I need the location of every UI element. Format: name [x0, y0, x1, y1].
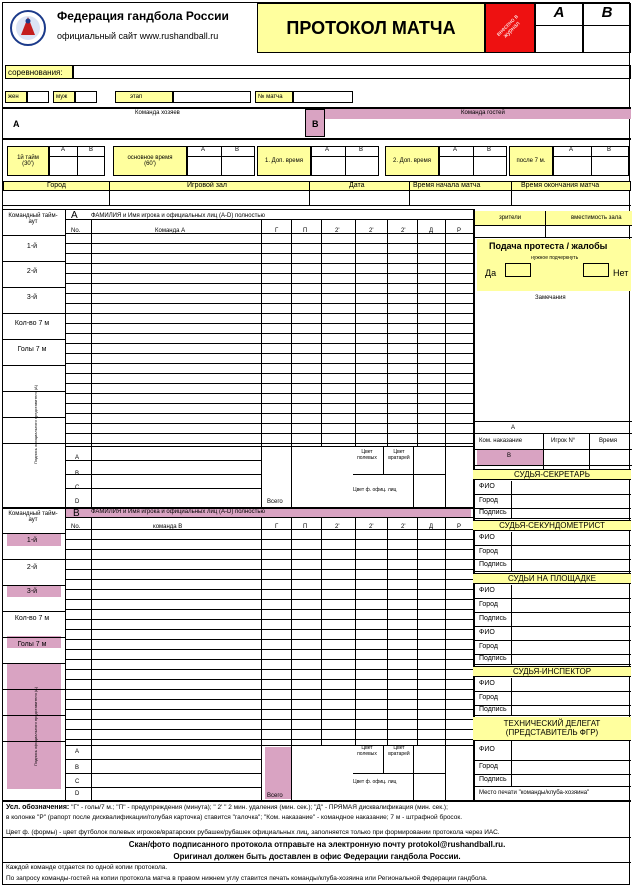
grid-line — [65, 539, 473, 540]
remarks-label: Замечания — [535, 295, 566, 301]
grid-line — [91, 446, 92, 507]
grid-line — [65, 243, 473, 244]
sign-rep-a: Подпись официального представителя (A) — [33, 384, 38, 464]
official-a-a: A — [75, 455, 80, 461]
team-a-col: Команда A — [155, 228, 186, 234]
grid-line — [65, 363, 473, 364]
color-field-b: Цвет полевых — [357, 745, 377, 757]
grid-line — [65, 559, 473, 560]
court-judges-header: СУДЬИ НА ПЛОЩАДКЕ — [473, 573, 631, 584]
delegate-city[interactable]: Город — [473, 761, 631, 775]
timekeeper-sign[interactable]: Подпись — [473, 560, 631, 572]
grid-line — [65, 619, 473, 620]
color-off-b: Цвет ф. офиц. лиц — [353, 779, 397, 785]
grid-line — [65, 549, 473, 550]
email-instruction: Скан/фото подписанного протокола отправьте на электронную почту protokol@rushandball.ru. — [128, 840, 506, 849]
protest-title: Подача протеста / жалобы — [489, 241, 608, 251]
grid-line — [291, 219, 292, 446]
grid-line — [387, 219, 388, 446]
col-g-a: Г — [275, 228, 279, 234]
grid-line — [65, 739, 473, 740]
grid-line — [417, 219, 418, 446]
grid-line — [413, 446, 414, 507]
grid-line — [261, 745, 262, 800]
grid-line — [355, 219, 356, 446]
color-gk-b: Цвет вратарей — [388, 745, 410, 757]
seven-goals-b[interactable]: Голы 7 м — [17, 641, 47, 648]
grid-line — [387, 517, 388, 745]
no-checkbox[interactable] — [583, 263, 609, 277]
grid-line — [65, 579, 473, 580]
grid-line — [65, 745, 473, 746]
grid-line — [3, 391, 65, 392]
grid-line — [91, 219, 92, 446]
site-link[interactable]: официальный сайт www.rushandball.ru — [57, 31, 219, 41]
grid-line — [291, 745, 292, 800]
col-d-b: Д — [429, 524, 434, 530]
judge1-fio[interactable]: ФИО — [473, 585, 631, 599]
col-p-a: П — [303, 228, 308, 234]
remarks-area[interactable] — [477, 305, 631, 421]
grid-line — [3, 611, 65, 612]
grid-line — [65, 517, 473, 518]
no-header-b: No. — [71, 524, 81, 530]
protocol-title: ПРОТОКОЛ МАТЧА — [257, 3, 485, 53]
delegate-header: ТЕХНИЧЕСКИЙ ДЕЛЕГАТ (ПРЕДСТАВИТЕЛЬ ФГР) — [473, 717, 631, 741]
grid-line — [261, 219, 262, 446]
grid-line — [65, 413, 473, 414]
inspector-header: СУДЬЯ-ИНСПЕКТОР — [473, 666, 631, 677]
score-a-box[interactable]: A — [535, 3, 583, 53]
timeout-3-b[interactable]: 3-й — [26, 588, 38, 595]
protocol-sheet: Федерация гандбола России официальный сайт www.rushandball.ru ПРОТОКОЛ МАТЧА внесено в журнал A B соревнования: жен муж этап № матча A Команда хозяев B Команда гостей 1й тайм (30') основное время (60') 1. Доп. время 2. Доп. время после 7 м. A B A B A B A B A B Город Игровой зал Дата Время начала матча Время окончания матча Командный тайм-аут A ФАМИЛИЯ и Имя игрока и официальных лиц (A-D) полностью No. Команда A Г П 2' 2' 2' Д Р 1-й 2-й 3-й Кол-во 7 м Голы 7 м Подпись официального представителя (A) A B C D Всего Цвет полевых Цвет вратарей Цвет ф. офиц. лиц Командный тайм-аут B ФАМИЛИЯ и Имя игрока и официальных лиц (A-D) полностью No. команда B Г П 2' 2' 2' Д Р 1-й 2-й 3-й Кол-во 7 м Голы 7 м Подпись официального представителя (A) A B C D Всего Цвет полевых Цвет вратарей Цвет ф. офиц. лиц зрители вместимость зала Подача протеста / жалобы нужное подчеркнуть Да Нет Замечания A Ком. наказание Игрок N° Время B СУДЬЯ-СЕКРЕТАРЬ ФИО Город Подпись СУДЬЯ-СЕКУНДОМЕТРИСТ ФИО Город Подпись СУДЬИ НА ПЛОЩАДКЕ ФИО Город Подпись ФИО Город Подпись СУДЬЯ-ИНСПЕКТОР ФИО Город Подпись ТЕХНИЧЕСКИЙ ДЕЛЕГАТ (ПРЕДСТАВИТЕЛЬ ФГР) ФИО Город Подпись Место печати "команды/клуба-хозяина" Усл. обозначения: "Г" - голы/7 м.; "П" - предупреждения (минута); " 2' " 2 мин. удаления (мин. сек.); "Д" - ПРЯМАЯ дисквалификация (мин. сек.); в колонке "Р" (рапорт после дисквалификации/голубая карточка) ставится "галочка"; "Ком. наказание" - командное наказание; 7 м - штрафной бросок. Цвет ф. (формы) - цвет футболок полевых игроков/вратарских рубашек/рубашек официальных лиц, заполняется только при формировании протокола через ИАС. Скан/фото подписанного протокола отправьте на электронную почту protokol@rushandball.ru. Оригинал должен быть доставлен в офис Федерации гандбола России. Каждой команде отдается по одной копии протокола. По запросу команды-гостей на копии протокола матча в правом нижнем углу ставится печать команды/клуба-хозяина или Региональной Федерации гандбола. — [2, 2, 630, 885]
grid-line — [65, 293, 473, 294]
extra1-cell: 1. Доп. время — [257, 146, 311, 176]
col-2a-a: 2' — [335, 228, 340, 234]
grid-line — [291, 446, 292, 507]
grid-line — [65, 323, 473, 324]
grid-line — [65, 474, 261, 475]
official-d-b: D — [75, 791, 80, 797]
col-d-a: Д — [429, 228, 434, 234]
timeout-3-a[interactable]: 3-й — [26, 294, 38, 301]
col-r-a: Р — [457, 228, 462, 234]
grid-line — [65, 446, 473, 447]
official-b-a: B — [75, 471, 80, 477]
grid-line — [3, 715, 65, 716]
grid-line — [65, 383, 473, 384]
col-p-b: П — [303, 524, 308, 530]
grid-line — [413, 745, 414, 800]
guest-team-label-cell: Команда гостей — [325, 109, 631, 119]
grid-line — [3, 559, 65, 560]
end-time-label: Время окончания матча — [521, 182, 600, 189]
time-label: Время — [599, 438, 618, 444]
timeout-2-b[interactable]: 2-й — [26, 564, 38, 571]
inspector-city[interactable]: Город — [473, 692, 631, 706]
city-label: Город — [47, 182, 66, 189]
grid-line — [65, 709, 473, 710]
grid-line — [3, 637, 65, 638]
team-b-col: команда B — [153, 524, 183, 530]
judge1-sign[interactable]: Подпись — [473, 613, 631, 627]
grid-line — [91, 745, 92, 800]
grid-line — [3, 533, 65, 534]
team-a-letter: A — [13, 119, 20, 129]
grid-line — [65, 333, 473, 334]
grid-line — [65, 343, 473, 344]
grid-line — [65, 629, 473, 630]
grid-line — [65, 233, 473, 234]
seven-count-a[interactable]: Кол-во 7 м — [14, 320, 50, 327]
judge2-city[interactable]: Город — [473, 641, 631, 655]
grid-line — [65, 529, 473, 530]
judge2-sign[interactable]: Подпись — [473, 655, 631, 665]
grid-line — [65, 273, 473, 274]
grid-line — [65, 219, 473, 220]
grid-line — [65, 433, 473, 434]
date-label: Дата — [349, 182, 365, 189]
grid-line — [65, 373, 473, 374]
grid-line — [3, 235, 65, 236]
grid-line — [353, 474, 445, 475]
no-header-a: No. — [71, 228, 81, 234]
grid-line — [65, 403, 473, 404]
grid-line — [383, 446, 384, 474]
timeout-1-b[interactable]: 1-й — [26, 537, 38, 544]
start-time-label: Время начала матча — [413, 182, 481, 189]
grid-line — [3, 365, 65, 366]
timeout-label-b: Командный тайм-аут — [8, 511, 58, 523]
yes-checkbox[interactable] — [505, 263, 531, 277]
grid-line — [65, 679, 473, 680]
spectators-label: зрители — [499, 215, 522, 221]
grid-line — [353, 773, 445, 774]
timeout-1-a[interactable]: 1-й — [26, 243, 38, 250]
grid-line — [3, 287, 65, 288]
grid-line — [3, 313, 65, 314]
grid-line — [65, 639, 473, 640]
penalty-a-label: A — [511, 425, 516, 431]
secretary-header: СУДЬЯ-СЕКРЕТАРЬ — [473, 469, 631, 480]
grid-line — [65, 313, 473, 314]
no-label: Нет — [613, 268, 629, 278]
judge2-fio[interactable]: ФИО — [473, 627, 631, 641]
grid-line — [445, 745, 446, 800]
official-c-b: C — [75, 779, 80, 785]
grid-line — [65, 443, 473, 444]
grid-line — [291, 517, 292, 745]
delegate-sign[interactable]: Подпись — [473, 775, 631, 787]
grid-line — [383, 745, 384, 773]
grid-line — [3, 443, 65, 444]
col-2c-a: 2' — [401, 228, 406, 234]
grid-line — [65, 507, 66, 800]
grid-line — [65, 689, 473, 690]
journal-stamp: внесено в журнал — [485, 3, 535, 53]
grid-line — [65, 719, 473, 720]
grid-line — [261, 517, 262, 745]
protest-sub: нужное подчеркнуть — [531, 255, 579, 261]
team-a-tag: A — [71, 210, 78, 221]
color-field-a: Цвет полевых — [357, 449, 377, 461]
total-a: Всего — [267, 499, 283, 505]
match-no-label: № матча — [255, 91, 293, 103]
total-b: Всего — [267, 793, 283, 799]
secretary-fio[interactable]: ФИО — [473, 481, 631, 495]
timeout-label-a: Командный тайм-аут — [8, 213, 58, 225]
capacity-label: вместимость зала — [571, 215, 622, 221]
timekeeper-city[interactable]: Город — [473, 546, 631, 560]
seven-goals-a[interactable]: Голы 7 м — [17, 346, 47, 353]
grid-line — [65, 649, 473, 650]
grid-line — [65, 787, 261, 788]
grid-line — [91, 517, 92, 745]
grid-line — [65, 609, 473, 610]
grid-line — [65, 669, 473, 670]
grid-line — [3, 339, 65, 340]
stamp-place: Место печати "команды/клуба-хозяина" — [479, 790, 590, 796]
main-time-cell: основное время (60') — [113, 146, 187, 176]
grid-line — [65, 599, 473, 600]
grid-line — [65, 729, 473, 730]
team-b-letter: B — [305, 109, 325, 137]
extra2-cell: 2. Доп. время — [385, 146, 439, 176]
legend: Усл. обозначения: "Г" - голы/7 м.; "П" - предупреждения (минута); " 2' " 2 мин. удаления (мин. сек.); "Д" - ПРЯМАЯ дисквалификация (мин. сек.); в колонке "Р" (рапорт после дисквалификации/голубая карточка) ставится "галочка"; "Ком. наказание" - командное наказание; 7 м - штрафной бросок. Цвет ф. (формы) - цвет футболок полевых игроков/вратарских рубашек/рубашек официальных лиц, заполняется только при формировании протокола через ИАС. — [6, 804, 500, 836]
grid-line — [65, 209, 66, 507]
grid-line — [65, 393, 473, 394]
timekeeper-header: СУДЬЯ-СЕКУНДОМЕТРИСТ — [473, 520, 631, 531]
hall-label: Игровой зал — [187, 182, 227, 189]
grid-line — [65, 488, 261, 489]
grid-line — [65, 263, 473, 264]
fio-header-a: ФАМИЛИЯ и Имя игрока и официальных лиц (A-D) полностью — [91, 213, 265, 219]
grid-line — [65, 460, 261, 461]
yes-label: Да — [485, 268, 497, 278]
grid-line — [261, 446, 262, 507]
note-stamp: По запросу команды-гостей на копии протокола матча в правом нижнем углу ставится печать команды/клуба-хозяина или Региональной Федерации гандбола. — [6, 875, 488, 882]
grid-line — [65, 423, 473, 424]
after7-cell: после 7 м. — [509, 146, 553, 176]
federation-title: Федерация гандбола России — [57, 9, 229, 23]
fio-header-b: ФАМИЛИЯ и Имя игрока и официальных лиц (A-D) полностью — [91, 509, 265, 515]
sign-rep-b: Подпись официального представителя (A) — [33, 686, 38, 766]
inspector-sign[interactable]: Подпись — [473, 706, 631, 716]
player-no-label: Игрок N° — [551, 438, 576, 444]
delegate-fio[interactable]: ФИО — [473, 741, 631, 761]
secretary-sign[interactable]: Подпись — [473, 509, 631, 519]
grid-line — [445, 517, 446, 745]
timeout-2-a[interactable]: 2-й — [26, 268, 38, 275]
grid-line — [417, 517, 418, 745]
team-b-tag: B — [73, 508, 80, 519]
grid-line — [65, 699, 473, 700]
col-2b-b: 2' — [369, 524, 374, 530]
muzh-label: муж — [53, 91, 75, 103]
grid-line — [3, 585, 65, 586]
grid-line — [65, 759, 261, 760]
zhen-label: жен — [5, 91, 27, 103]
score-b-box[interactable]: B — [583, 3, 631, 53]
grid-line — [3, 689, 65, 690]
col-r-b: Р — [457, 524, 462, 530]
grid-line — [3, 741, 65, 742]
inspector-fio[interactable]: ФИО — [473, 678, 631, 692]
col-g-b: Г — [275, 524, 279, 530]
grid-line — [65, 283, 473, 284]
grid-line — [3, 417, 65, 418]
etap-label: этап — [115, 91, 173, 103]
grid-line — [445, 219, 446, 446]
seven-count-b[interactable]: Кол-во 7 м — [14, 615, 50, 622]
official-a-b: A — [75, 749, 80, 755]
grid-line — [65, 659, 473, 660]
note-copies: Каждой команде отдается по одной копии протокола. — [6, 864, 168, 871]
penalty-b-cell: B — [477, 450, 543, 465]
judge1-city[interactable]: Город — [473, 599, 631, 613]
col-2a-b: 2' — [335, 524, 340, 530]
grid-line — [3, 261, 65, 262]
grid-line — [65, 353, 473, 354]
col-2b-a: 2' — [369, 228, 374, 234]
first-half-cell: 1й тайм (30') — [7, 146, 49, 176]
official-b-b: B — [75, 765, 80, 771]
grid-line — [445, 446, 446, 507]
grid-line — [65, 253, 473, 254]
grid-line — [65, 773, 261, 774]
grid-line — [321, 219, 322, 446]
home-team-label: Команда хозяев — [135, 110, 180, 116]
grid-line — [321, 517, 322, 745]
original-instruction: Оригинал должен быть доставлен в офис Федерации гандбола России. — [173, 852, 461, 861]
timekeeper-fio[interactable]: ФИО — [473, 532, 631, 546]
official-d-a: D — [75, 499, 80, 505]
grid-line — [65, 569, 473, 570]
col-2c-b: 2' — [401, 524, 406, 530]
grid-line — [65, 589, 473, 590]
color-off-a: Цвет ф. офиц. лиц — [353, 487, 397, 493]
team-penalty-label: Ком. наказание — [479, 438, 523, 444]
grid-line — [3, 663, 65, 664]
official-c-a: C — [75, 485, 80, 491]
grid-line — [355, 517, 356, 745]
secretary-city[interactable]: Город — [473, 495, 631, 509]
competition-label: соревнования: — [5, 65, 73, 79]
color-gk-a: Цвет вратарей — [388, 449, 410, 461]
grid-line — [65, 303, 473, 304]
